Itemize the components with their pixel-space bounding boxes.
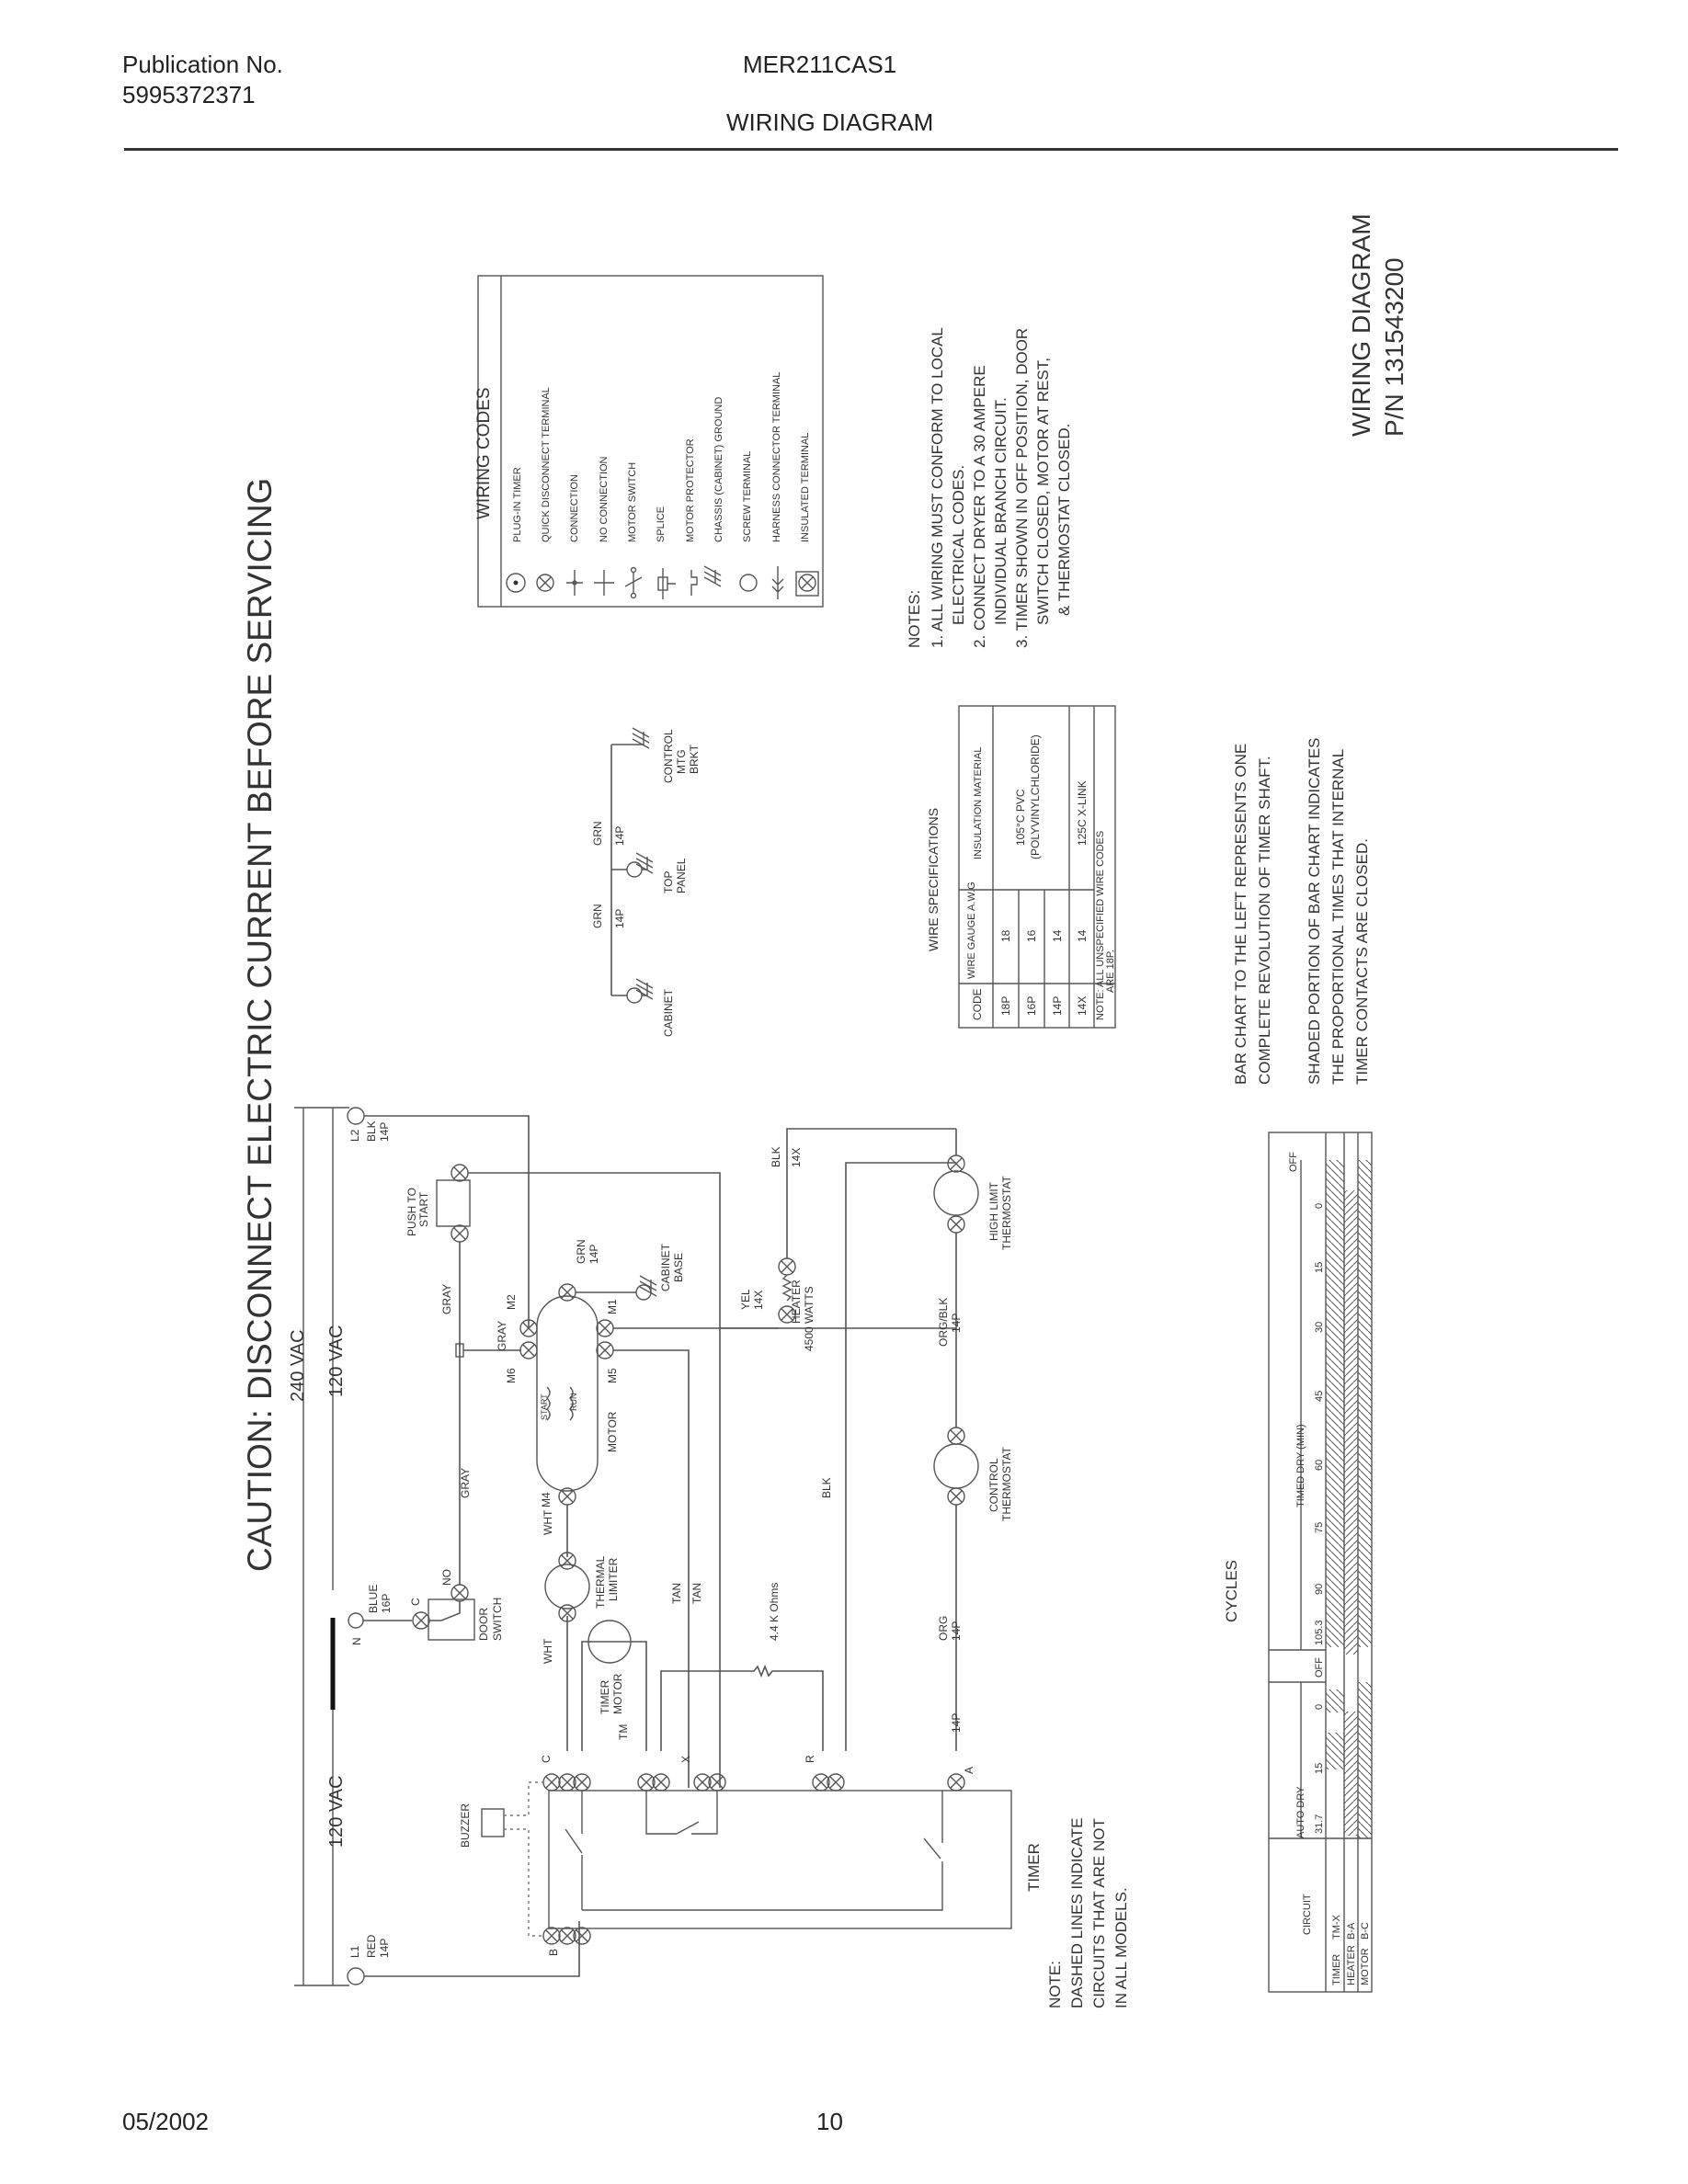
wiring-codes-legend [474, 276, 823, 607]
svg-text:RED: RED [365, 1934, 378, 1958]
svg-text:NOTE: ALL UNSPECIFIED WIRE COD: NOTE: ALL UNSPECIFIED WIRE CODES [1095, 830, 1106, 1020]
svg-text:NOTES:: NOTES: [906, 589, 923, 648]
svg-text:14X: 14X [1076, 995, 1089, 1016]
svg-text:GRAY: GRAY [440, 1283, 453, 1314]
svg-text:CODE: CODE [971, 988, 984, 1020]
svg-text:TAN: TAN [690, 1582, 703, 1604]
svg-text:BRKT: BRKT [688, 744, 701, 774]
footer-date: 05/2002 [122, 2108, 209, 2135]
svg-text:60: 60 [1314, 1459, 1325, 1471]
svg-text:M6: M6 [505, 1368, 518, 1383]
title-block-line2: P/N 131543200 [1380, 257, 1409, 437]
splice-icon [658, 568, 676, 599]
svg-text:TIMED DRY (MIN): TIMED DRY (MIN) [1295, 1424, 1306, 1507]
svg-text:14X: 14X [790, 1147, 803, 1167]
cycles-bar-chart [1223, 1132, 1372, 1992]
svg-text:14P: 14P [950, 1621, 963, 1641]
svg-text:N: N [350, 1637, 363, 1645]
svg-text:X: X [679, 1755, 692, 1763]
svg-text:MTG: MTG [675, 749, 688, 774]
svg-text:THE PROPORTIONAL TIMES THAT IN: THE PROPORTIONAL TIMES THAT INTERNAL [1329, 748, 1347, 1085]
svg-text:CONTROL: CONTROL [987, 1458, 1000, 1512]
svg-text:15: 15 [1314, 1762, 1325, 1774]
svg-text:GRN: GRN [575, 1239, 587, 1264]
publication-number: 5995372371 [122, 81, 256, 108]
connection-icon [566, 570, 583, 596]
chassis-ground-icon [704, 566, 721, 586]
plug-in-timer-icon [507, 574, 525, 592]
svg-text:TIMER CONTACTS ARE CLOSED.: TIMER CONTACTS ARE CLOSED. [1353, 838, 1371, 1085]
svg-text:OFF: OFF [1288, 1152, 1299, 1172]
svg-text:30: 30 [1314, 1321, 1325, 1333]
svg-text:TM-X: TM-X [1331, 1915, 1342, 1939]
motor-protector-icon [691, 570, 697, 596]
svg-text:B-A: B-A [1346, 1922, 1357, 1939]
svg-text:INDIVIDUAL BRANCH CIRCUIT.: INDIVIDUAL BRANCH CIRCUIT. [992, 397, 1009, 625]
svg-text:14P: 14P [950, 1313, 963, 1333]
code-label: CONNECTION [569, 474, 580, 542]
code-label: MOTOR SWITCH [627, 461, 638, 542]
svg-text:CIRCUIT: CIRCUIT [1302, 1894, 1313, 1935]
code-label: SPLICE [656, 506, 667, 542]
svg-text:BAR CHART TO THE LEFT REPRESEN: BAR CHART TO THE LEFT REPRESENTS ONE [1232, 743, 1249, 1085]
wiring-codes-title: WIRING CODES [474, 387, 494, 519]
svg-text:GRAY: GRAY [459, 1467, 472, 1498]
svg-text:125C X-LINK: 125C X-LINK [1076, 780, 1089, 846]
svg-text:& THERMOSTAT CLOSED.: & THERMOSTAT CLOSED. [1055, 423, 1073, 616]
motor-switch-icon [625, 568, 642, 598]
svg-text:ELECTRICAL CODES.: ELECTRICAL CODES. [950, 464, 967, 625]
svg-text:WHT: WHT [542, 1509, 554, 1535]
svg-text:L2: L2 [348, 1129, 361, 1142]
svg-text:AUTO DRY: AUTO DRY [1295, 1786, 1306, 1838]
svg-text:1. ALL WIRING MUST CONFORM TO: 1. ALL WIRING MUST CONFORM TO LOCAL [929, 327, 946, 648]
svg-text:GRN: GRN [591, 821, 604, 846]
svg-text:18P: 18P [999, 995, 1012, 1016]
svg-text:THERMAL: THERMAL [594, 1555, 607, 1609]
title-block-line1: WIRING DIAGRAM [1347, 213, 1375, 437]
svg-text:14: 14 [1051, 929, 1064, 942]
footer-page-number: 10 [816, 2108, 843, 2135]
svg-text:16P: 16P [380, 1593, 393, 1613]
schematic [288, 1108, 1043, 1985]
screw-terminal-icon [740, 574, 757, 591]
code-label: PLUG-IN TIMER [512, 467, 523, 542]
dashed-lines-note [1046, 1817, 1130, 2008]
code-label: NO CONNECTION [599, 456, 610, 542]
svg-text:SWITCH: SWITCH [491, 1597, 504, 1641]
svg-text:TOP: TOP [662, 870, 675, 893]
code-label: INSULATED TERMINAL [800, 432, 811, 542]
code-label: SCREW TERMINAL [742, 450, 753, 542]
svg-text:14P: 14P [1051, 995, 1064, 1016]
svg-text:14P: 14P [613, 825, 626, 846]
svg-text:INSULATION MATERIAL: INSULATION MATERIAL [973, 746, 984, 859]
svg-text:START: START [417, 1191, 430, 1227]
svg-text:PUSH TO: PUSH TO [405, 1188, 418, 1236]
svg-text:15: 15 [1314, 1261, 1325, 1273]
svg-text:14P: 14P [950, 1712, 963, 1733]
svg-text:HEATER: HEATER [1346, 1945, 1357, 1985]
svg-text:31.7: 31.7 [1314, 1814, 1325, 1834]
svg-text:M4: M4 [540, 1492, 553, 1507]
svg-text:105.3: 105.3 [1314, 1620, 1325, 1645]
svg-text:75: 75 [1314, 1521, 1325, 1533]
svg-text:RUN: RUN [569, 1393, 578, 1411]
voltage-120-top: 120 VAC [326, 1325, 347, 1397]
svg-text:BLK: BLK [770, 1146, 782, 1167]
svg-text:18: 18 [999, 929, 1012, 942]
svg-text:CIRCUITS THAT ARE NOT: CIRCUITS THAT ARE NOT [1090, 1818, 1108, 2008]
svg-text:CABINET: CABINET [659, 1243, 672, 1291]
svg-text:14P: 14P [378, 1121, 391, 1142]
svg-text:COMPLETE REVOLUTION OF TIMER S: COMPLETE REVOLUTION OF TIMER SHAFT. [1256, 756, 1273, 1085]
voltage-120-bottom: 120 VAC [326, 1775, 347, 1848]
caution-text: CAUTION: DISCONNECT ELECTRIC CURRENT BEFORE SERVICING [241, 477, 279, 1572]
cycles-title: CYCLES [1223, 1559, 1240, 1622]
svg-text:M1: M1 [606, 1299, 619, 1314]
svg-text:TM: TM [617, 1723, 630, 1740]
svg-text:PANEL: PANEL [675, 858, 688, 893]
svg-text:HIGH LIMIT: HIGH LIMIT [987, 1181, 1000, 1241]
svg-text:(POLYVINYLCHLORIDE): (POLYVINYLCHLORIDE) [1029, 734, 1042, 859]
bar-chart-notes [1232, 737, 1371, 1085]
svg-text:DOOR: DOOR [477, 1608, 490, 1641]
section-title: WIRING DIAGRAM [726, 108, 934, 136]
svg-text:SWITCH CLOSED, MOTOR AT REST,: SWITCH CLOSED, MOTOR AT REST, [1034, 358, 1052, 625]
svg-text:WIRE GAUGE A.W.G: WIRE GAUGE A.W.G [966, 882, 977, 979]
insulated-terminal-icon [796, 572, 818, 596]
svg-text:TIMER: TIMER [1331, 1953, 1342, 1985]
svg-text:TAN: TAN [670, 1582, 683, 1604]
svg-text:M5: M5 [606, 1368, 619, 1383]
svg-text:LIMITER: LIMITER [607, 1557, 620, 1601]
svg-text:BLK: BLK [820, 1477, 833, 1498]
svg-text:CONTROL: CONTROL [662, 729, 675, 783]
svg-text:L1: L1 [348, 1945, 361, 1958]
no-connection-icon [594, 570, 614, 596]
svg-text:GRN: GRN [591, 904, 604, 928]
svg-text:B-C: B-C [1360, 1922, 1371, 1939]
harness-connector-terminal-icon [772, 566, 783, 599]
svg-text:WHT: WHT [542, 1638, 554, 1664]
svg-text:45: 45 [1314, 1390, 1325, 1402]
wire-specifications-table [926, 706, 1116, 1028]
svg-text:C: C [540, 1755, 553, 1763]
svg-text:C: C [409, 1598, 422, 1606]
ground-wiring [591, 728, 701, 1037]
svg-text:BUZZER: BUZZER [459, 1803, 472, 1848]
svg-text:START: START [540, 1393, 549, 1420]
svg-text:DASHED LINES INDICATE: DASHED LINES INDICATE [1068, 1817, 1086, 2008]
svg-text:GRAY: GRAY [496, 1320, 508, 1351]
svg-text:THERMOSTAT: THERMOSTAT [1000, 1176, 1013, 1250]
svg-text:R: R [804, 1755, 816, 1763]
code-label: CHASSIS (CABINET) GROUND [713, 396, 724, 542]
code-label: HARNESS CONNECTOR TERMINAL [771, 371, 782, 542]
svg-text:YEL: YEL [739, 1289, 752, 1310]
svg-text:2. CONNECT DRYER TO A 30 AMPER: 2. CONNECT DRYER TO A 30 AMPERE [971, 365, 988, 648]
svg-text:16P: 16P [1025, 995, 1038, 1016]
svg-text:14: 14 [1076, 929, 1089, 942]
svg-text:ORG: ORG [937, 1615, 950, 1641]
svg-text:B: B [547, 1948, 560, 1956]
svg-text:SHADED PORTION OF BAR CHART IN: SHADED PORTION OF BAR CHART INDICATES [1306, 737, 1323, 1085]
svg-text:BLK: BLK [365, 1120, 378, 1142]
code-label: MOTOR PROTECTOR [685, 438, 696, 542]
svg-text:14P: 14P [378, 1938, 391, 1958]
notes [906, 327, 1073, 648]
svg-text:NO: NO [440, 1569, 453, 1586]
svg-text:NOTE:: NOTE: [1046, 1961, 1064, 2008]
svg-text:M2: M2 [505, 1294, 518, 1310]
svg-text:WIRE SPECIFICATIONS: WIRE SPECIFICATIONS [926, 807, 941, 951]
svg-text:MOTOR: MOTOR [611, 1673, 624, 1714]
svg-text:0: 0 [1314, 1703, 1325, 1710]
svg-text:4500 WATTS: 4500 WATTS [803, 1286, 815, 1351]
timer-label: TIMER [1025, 1843, 1043, 1892]
svg-text:14P: 14P [613, 908, 626, 928]
svg-text:MOTOR: MOTOR [606, 1411, 619, 1452]
svg-text:0: 0 [1314, 1202, 1325, 1209]
svg-text:THERMOSTAT: THERMOSTAT [1000, 1447, 1013, 1521]
svg-text:14X: 14X [752, 1290, 765, 1310]
svg-text:IN ALL MODELS.: IN ALL MODELS. [1112, 1887, 1130, 2008]
svg-text:14P: 14P [587, 1244, 600, 1264]
svg-text:HEATER: HEATER [790, 1280, 803, 1324]
svg-text:MOTOR: MOTOR [1360, 1948, 1371, 1985]
svg-text:3. TIMER SHOWN IN OFF POSITION: 3. TIMER SHOWN IN OFF POSITION, DOOR [1013, 327, 1031, 648]
code-label: QUICK DISCONNECT TERMINAL [541, 387, 552, 542]
svg-text:CABINET: CABINET [662, 988, 675, 1037]
svg-text:ARE 18P.: ARE 18P. [1105, 950, 1116, 993]
svg-text:90: 90 [1314, 1583, 1325, 1595]
quick-disconnect-terminal-icon [537, 574, 553, 591]
svg-text:BASE: BASE [672, 1252, 685, 1282]
svg-text:OFF: OFF [1314, 1657, 1325, 1678]
svg-text:105°C PVC: 105°C PVC [1014, 789, 1027, 846]
model-number: MER211CAS1 [743, 51, 897, 78]
publication-label: Publication No. [122, 51, 283, 78]
svg-text:16: 16 [1025, 929, 1038, 942]
svg-text:BLUE: BLUE [367, 1584, 380, 1613]
svg-text:ORG/BLK: ORG/BLK [937, 1297, 950, 1347]
svg-text:A: A [963, 1766, 975, 1774]
svg-text:4.4 K Ohms: 4.4 K Ohms [768, 1582, 781, 1641]
svg-text:TIMER: TIMER [599, 1679, 611, 1714]
voltage-240: 240 VAC [288, 1329, 308, 1402]
